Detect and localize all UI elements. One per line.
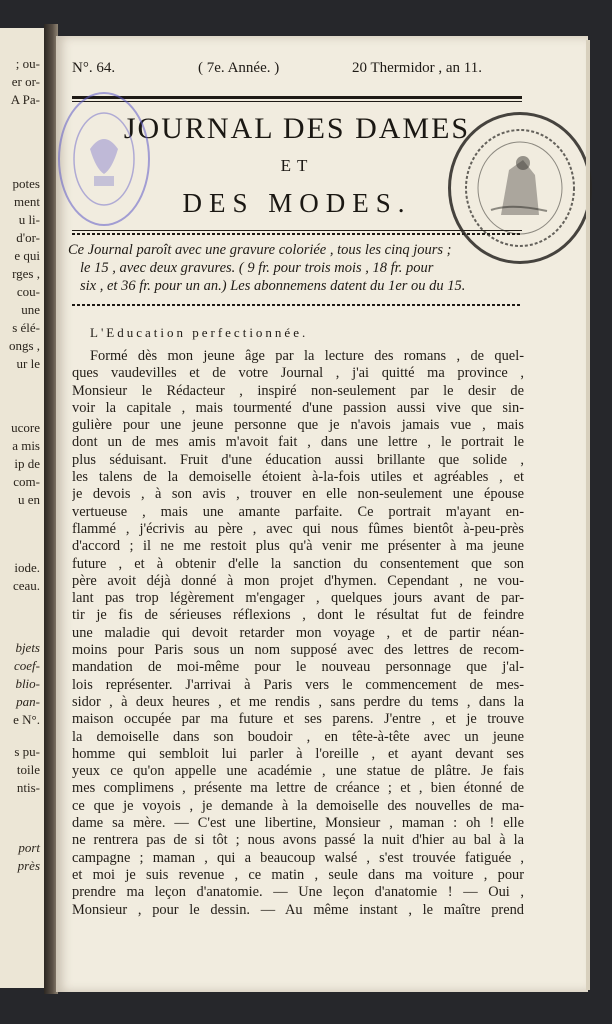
article-line: gulière pour une jeune personne que je n'avois jamais vue , mais bbox=[72, 417, 524, 434]
left-page-text-fragment: blio- bbox=[15, 676, 40, 691]
article-line: plus séduisant. Fruit d'une éducation aussi brillante que solide , bbox=[72, 451, 524, 468]
article-line: je devois , à son avis , trouver en elle non-seulement une épouse bbox=[72, 486, 524, 503]
article-line: une maladie qui devoit retarder mon voyage , et de partir néan- bbox=[72, 624, 524, 641]
left-page-text-fragment: iode. bbox=[14, 560, 40, 575]
left-page-fragment bbox=[0, 28, 46, 988]
left-page-text-fragment: a mis bbox=[12, 438, 40, 453]
article-line: ce que je voyois , je demande à la demoiselle des nouvelles de ma- bbox=[72, 797, 524, 814]
library-stamp-emblem-icon bbox=[60, 94, 148, 224]
article-line: ques vaudevilles et de votre Journal , j'ai quitté ma province , bbox=[72, 365, 524, 382]
article-line: ne rentrera pas de si tôt ; nous avons passé la nuit d'hier au bal à la bbox=[72, 832, 524, 849]
left-page-text-fragment: près bbox=[17, 858, 40, 873]
left-page-text-fragment: com- bbox=[13, 474, 40, 489]
seal-stamp-emblem-icon bbox=[451, 115, 589, 261]
page-edge bbox=[586, 40, 590, 990]
journal-subtitle: DES MODES. bbox=[182, 188, 412, 218]
subscription-line-2: le 15 , avec deux gravures. ( 9 fr. pour trois mois , 18 fr. pour bbox=[80, 260, 434, 276]
article-line: Formé dès mon jeune âge par la lecture des romans , de quel- bbox=[90, 348, 524, 364]
article-line: vertueuse , mais une amante parfaite. Ce portrait m'ayant en- bbox=[72, 503, 524, 520]
article-line: Monsieur , pour le dessin. — Au même instant , le maître prend bbox=[72, 901, 524, 918]
article-line: moins pour Paris sous un nom supposé avec des lettres de recom- bbox=[72, 642, 524, 659]
left-page-text-fragment: ment bbox=[14, 194, 40, 209]
article-line: voir la capitale , mais tourmenté d'une passion aussi vive que sin- bbox=[72, 399, 524, 416]
article-line: campagne ; maman , qui a beaucoup walsé , s'est trouvée fatiguée , bbox=[72, 849, 524, 866]
article-line: mes complimens , présente ma lettre de créance ; et , bien étonné de bbox=[72, 780, 524, 797]
journal-title: JOURNAL DES DAMES bbox=[123, 112, 471, 145]
article-line: flammé , j'écrivis au père , avec qui nous fûmes bientôt à-peu-près bbox=[72, 520, 524, 537]
article-line: d'accord ; il ne me restoit plus qu'à venir me présenter à ma jeune bbox=[72, 538, 524, 555]
left-page-text-fragment: cou- bbox=[16, 284, 40, 299]
article-line: yeux ce qu'on appelle une académie , une statue de plâtre. Je fais bbox=[72, 763, 524, 780]
journal-title-et: ET bbox=[280, 156, 314, 175]
left-page-text-fragment: port bbox=[18, 840, 40, 855]
left-page-text-fragment: d'or- bbox=[16, 230, 40, 245]
article-line: père avoit déjà donné à mon projet d'hymen. Cependant , ne vou- bbox=[72, 572, 524, 589]
seal-stamp bbox=[448, 112, 592, 264]
left-page-text-fragment: potes bbox=[12, 176, 40, 191]
left-page-text-fragment: A Pa- bbox=[10, 92, 40, 107]
article-line: maison occupée par ma future et ses parens. J'entre , et je trouve bbox=[72, 711, 524, 728]
left-page-text-fragment: ip de bbox=[14, 456, 40, 471]
article-line: et moi je suis revenue , ce matin , seule dans ma voiture , pour bbox=[72, 866, 524, 883]
article-line: homme qui sembloit lui parler à l'oreille , et ayant devant ses bbox=[72, 745, 524, 762]
left-page-text-fragment: u li- bbox=[18, 212, 40, 227]
left-page-text-fragment: rges , bbox=[12, 266, 40, 281]
left-page-text-fragment: u en bbox=[17, 492, 40, 507]
article-line: future , et à obtenir d'elle la sanction du consentement que son bbox=[72, 555, 524, 572]
left-page-text-fragment: ucore bbox=[11, 420, 40, 435]
left-page-text-fragment: bjets bbox=[15, 640, 40, 655]
article-line: mandation de moi-même pour le nouveau personnage que j'al- bbox=[72, 659, 524, 676]
issue-date: 20 Thermidor , an 11. bbox=[352, 60, 482, 76]
article-line: dame sa mère. — C'est une libertine, Monsieur , maman : oh ! elle bbox=[72, 815, 524, 832]
article-line: les talens de la demoiselle étoient à-la-fois utiles et agréables , et bbox=[72, 469, 524, 486]
journal-page bbox=[56, 36, 588, 992]
article-line: lant pas trop légèrement m'engager , quelques jours avant de par- bbox=[72, 590, 524, 607]
left-page-text-fragment: s élé- bbox=[12, 320, 40, 335]
left-page-text-fragment: coef- bbox=[14, 658, 40, 673]
left-page-text-fragment: ceau. bbox=[12, 578, 40, 593]
article-line: lois représenter. J'arrivai à Paris vers le commencement de mes- bbox=[72, 676, 524, 693]
article-line: sidor , à deux heures , et me rendis , sans perdre du tems , dans la bbox=[72, 693, 524, 710]
issue-year: ( 7e. Année. ) bbox=[198, 60, 280, 76]
issue-number: N°. 64. bbox=[72, 60, 116, 76]
subscription-line-3: six , et 36 fr. pour un an.) Les abonnemens datent du 1er ou du 15. bbox=[80, 278, 466, 294]
left-page-text-fragment: er or- bbox=[11, 74, 40, 89]
article-line: dont un de mes amis m'avoit fait , dans une lettre , le portrait le bbox=[72, 434, 524, 451]
article-line: Monsieur le Rédacteur , inspiré non-seulement par le desir de bbox=[72, 382, 524, 399]
left-page-text-fragment: ; ou- bbox=[15, 56, 40, 71]
left-page-text-fragment: ongs , bbox=[8, 338, 40, 353]
library-stamp bbox=[58, 92, 150, 226]
left-page-text-fragment: ntis- bbox=[16, 780, 40, 795]
article-line: la demoiselle dans son boudoir , en tête-à-tête avec un jeune bbox=[72, 728, 524, 745]
left-page-text-fragment: e N°. bbox=[13, 712, 40, 727]
left-page-text-fragment: e qui bbox=[14, 248, 40, 263]
article-heading: L'Education perfectionnée. bbox=[90, 325, 309, 340]
left-page-text-fragment: ur le bbox=[16, 356, 40, 371]
article-body bbox=[72, 348, 524, 919]
subscription-line-1: Ce Journal paroît avec une gravure coloriée , tous les cinq jours ; bbox=[68, 242, 452, 258]
section-rule bbox=[72, 304, 522, 306]
left-page-text-fragment: une bbox=[21, 302, 40, 317]
article-line: prendre ma leçon d'anatomie. — Une leçon d'anatomie ! — Oui , bbox=[72, 884, 524, 901]
left-page-text-fragment: pan- bbox=[16, 694, 40, 709]
left-page-text-fragment: toile bbox=[16, 762, 40, 777]
article-line: tir je fis de sérieuses réflexions , dont le résultat fut de feindre bbox=[72, 607, 524, 624]
left-page-text-fragment: s pu- bbox=[14, 744, 40, 759]
